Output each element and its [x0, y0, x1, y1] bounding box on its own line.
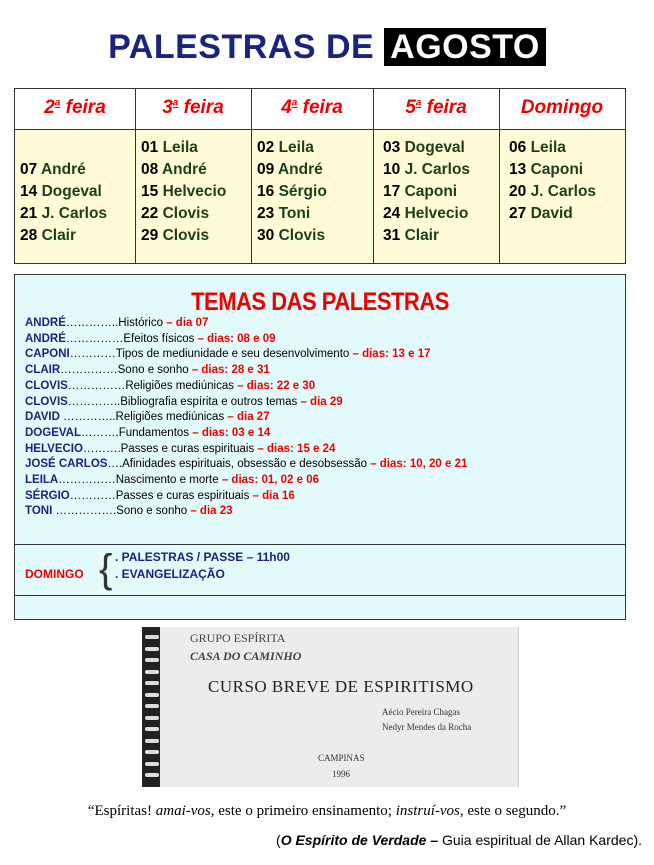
calendar-entry — [20, 161, 86, 179]
tema-topic: Nascimento e morte — [115, 474, 219, 486]
spiral-ring — [145, 658, 159, 662]
entry-date: 09 — [257, 161, 278, 178]
speaker-name: JOSÉ CARLOS — [25, 458, 108, 471]
tema-topic: Passes e curas espirituais — [115, 489, 250, 502]
tema-row — [25, 396, 343, 408]
leader-dots: ………….. — [59, 411, 116, 424]
entry-speaker: Leila — [530, 139, 566, 156]
domingo-item-palestras: . PALESTRAS / PASSE – 11h00 — [115, 550, 290, 564]
tema-row — [25, 380, 315, 392]
tema-dates: – dias: 15 e 24 — [254, 442, 336, 455]
leader-dots: …………… — [58, 474, 116, 486]
tema-topic: Fundamentos — [118, 426, 190, 439]
title-main: PALESTRAS DE — [108, 28, 375, 66]
entry-speaker: Leila — [162, 139, 198, 156]
tema-dates: – dias: 01, 02 e 06 — [218, 474, 320, 486]
day-header — [499, 97, 625, 119]
quote-source — [276, 832, 642, 848]
calendar-entry — [141, 227, 209, 245]
entry-speaker: Dogeval — [41, 183, 102, 200]
calendar-entry — [257, 183, 327, 201]
day-label: feira — [421, 97, 467, 118]
brace: { — [99, 547, 113, 591]
tema-dates: – dia 16 — [249, 489, 295, 502]
spiral-ring — [145, 681, 159, 685]
leader-dots: ……………. — [52, 505, 117, 518]
leader-dots: ………….. — [65, 317, 119, 329]
book-publisher: GRUPO ESPÍRITA — [190, 631, 286, 645]
day-label: feira — [297, 97, 343, 118]
speaker-name: DAVID — [25, 411, 60, 424]
day-ordinal: a — [172, 97, 179, 109]
spiral-binding — [142, 627, 160, 787]
calendar-column — [499, 89, 625, 263]
tema-topic: Sono e sonho — [116, 505, 188, 518]
book-year: 1996 — [332, 769, 350, 779]
tema-topic: Tipos de mediunidade e seu desenvolvimento — [115, 348, 350, 361]
tema-topic: Bibliografia espírita e outros temas — [120, 395, 298, 408]
quote-emph: amai-vos — [155, 803, 211, 819]
leader-dots: ………….. — [67, 395, 121, 408]
tema-dates: – dia 29 — [297, 395, 343, 408]
quote-emph: instruí-vos — [395, 803, 460, 819]
entry-date: 10 — [383, 161, 405, 178]
calendar-entry — [383, 227, 439, 245]
spiral-ring — [145, 670, 159, 674]
calendar-entry — [141, 161, 207, 179]
book-title: CURSO BREVE DE ESPIRITISMO — [208, 677, 474, 696]
speaker-name: ANDRÉ — [25, 317, 66, 329]
day-header — [135, 97, 251, 119]
day-label: Domingo — [520, 97, 604, 118]
speaker-name: ANDRÉ — [25, 332, 66, 345]
calendar-table — [14, 88, 626, 264]
day-header — [15, 97, 135, 119]
entry-date: 16 — [257, 183, 279, 200]
day-label: feira — [178, 97, 224, 118]
entry-speaker: Leila — [278, 139, 314, 156]
day-number: 5 — [405, 97, 416, 118]
entry-date: 20 — [509, 183, 531, 200]
calendar-entry — [257, 161, 323, 179]
speaker-name: TONI — [25, 505, 53, 518]
entry-speaker: Caponi — [404, 183, 458, 200]
calendar-column — [251, 89, 374, 263]
entry-speaker: Clovis — [162, 227, 210, 244]
tema-dates: – dia 27 — [224, 411, 270, 424]
tema-row — [25, 458, 467, 470]
spiral-ring — [145, 704, 159, 708]
entry-date: 13 — [509, 161, 531, 178]
calendar-entry — [20, 183, 102, 201]
entry-date: 21 — [20, 205, 42, 222]
entry-date: 30 — [257, 227, 279, 244]
calendar-entry — [20, 205, 107, 223]
tema-topic: Religiões mediúnicas — [115, 411, 225, 424]
spiral-ring — [145, 739, 159, 743]
entry-speaker: David — [530, 205, 573, 222]
entry-date: 03 — [383, 139, 405, 156]
domingo-item-evangelizacao: . EVANGELIZAÇÃO — [115, 567, 225, 581]
calendar-entry — [509, 161, 583, 179]
tema-dates: – dias: 22 e 30 — [233, 379, 316, 392]
temas-title: TEMAS DAS PALESTRAS — [191, 287, 449, 316]
spiral-ring — [145, 762, 159, 766]
speaker-name: SÉRGIO — [25, 489, 70, 502]
quote-text: , este o primeiro ensinamento; — [210, 803, 396, 819]
speaker-name: CLAIR — [25, 364, 61, 377]
day-label: feira — [60, 97, 106, 118]
book-subpublisher: CASA DO CAMINHO — [190, 649, 302, 663]
leader-dots: ………. — [82, 442, 121, 455]
source-paren: ( — [276, 832, 281, 848]
quote — [0, 803, 654, 820]
calendar-entry — [141, 205, 209, 223]
calendar-column — [373, 89, 500, 263]
leader-dots: …. — [107, 458, 123, 471]
source-text: Guia espiritual de Allan Kardec). — [438, 832, 642, 848]
entry-date: 17 — [383, 183, 405, 200]
entry-date: 06 — [509, 139, 531, 156]
spiral-ring — [145, 635, 159, 639]
entry-speaker: André — [40, 161, 86, 178]
entry-speaker: J. Carlos — [41, 205, 108, 222]
entry-date: 01 — [141, 139, 163, 156]
calendar-column — [15, 89, 136, 263]
entry-speaker: André — [161, 161, 207, 178]
source-author: O Espírito de Verdade – — [280, 832, 439, 848]
entry-date: 23 — [257, 205, 279, 222]
domingo-label: DOMINGO — [25, 567, 84, 581]
page-title — [0, 28, 654, 67]
calendar-entry — [141, 139, 198, 157]
calendar-entry — [509, 205, 573, 223]
entry-speaker: Helvecio — [404, 205, 469, 222]
divider — [15, 544, 625, 545]
entry-date: 29 — [141, 227, 163, 244]
tema-dates: – dias: 03 e 14 — [189, 426, 271, 439]
tema-dates: – dia 23 — [187, 505, 233, 518]
tema-row — [25, 474, 319, 486]
day-number: 2 — [44, 97, 55, 118]
entry-date: 27 — [509, 205, 531, 222]
day-number: 4 — [281, 97, 292, 118]
day-header — [373, 97, 499, 119]
calendar-entry — [383, 161, 470, 179]
entry-date: 28 — [20, 227, 42, 244]
entry-speaker: Clair — [41, 227, 77, 244]
temas-panel — [14, 274, 626, 620]
entry-speaker: J. Carlos — [530, 183, 597, 200]
tema-row — [25, 348, 431, 360]
entry-speaker: Clair — [404, 227, 440, 244]
tema-dates: – dia 07 — [163, 317, 209, 329]
day-ordinal: a — [415, 97, 422, 109]
tema-dates: – dias: 13 e 17 — [349, 348, 431, 361]
speaker-name: CLOVIS — [25, 379, 68, 392]
day-ordinal: a — [291, 97, 298, 109]
calendar-column — [135, 89, 252, 263]
calendar-entry — [257, 139, 314, 157]
calendar-entry — [383, 183, 457, 201]
tema-dates: – dias: 08 e 09 — [194, 332, 276, 345]
speaker-name: HELVECIO — [25, 442, 83, 455]
tema-topic: Efeitos físicos — [123, 332, 195, 345]
calendar-entry — [509, 183, 596, 201]
entry-date: 14 — [20, 183, 42, 200]
calendar-entry — [257, 227, 325, 245]
entry-date: 24 — [383, 205, 405, 222]
tema-row — [25, 411, 270, 423]
entry-date: 02 — [257, 139, 279, 156]
tema-row — [25, 505, 233, 517]
calendar-entry — [509, 139, 566, 157]
book-cover-image — [142, 627, 519, 787]
tema-topic: Religiões mediúnicas — [125, 379, 234, 392]
tema-topic: Sono e sonho — [117, 364, 189, 377]
tema-topic: Histórico — [118, 317, 164, 329]
entry-speaker: Helvecio — [162, 183, 227, 200]
entry-speaker: Caponi — [530, 161, 584, 178]
book-author: Aécio Pereira Chagas — [382, 707, 460, 717]
tema-row — [25, 490, 295, 502]
speaker-name: DOGEVAL — [25, 426, 82, 439]
tema-row — [25, 333, 276, 345]
leader-dots: …………… — [60, 364, 118, 377]
tema-topic: Afinidades espirituais, obsessão e desobsessão — [122, 458, 367, 471]
calendar-entry — [383, 139, 465, 157]
tema-dates: – dias: 28 e 31 — [188, 364, 270, 377]
tema-row — [25, 317, 208, 329]
tema-row — [25, 364, 270, 376]
entry-speaker: Sérgio — [278, 183, 327, 200]
divider — [15, 595, 625, 596]
entry-speaker: André — [277, 161, 323, 178]
leader-dots: ………. — [81, 426, 119, 439]
spiral-ring — [145, 693, 159, 697]
day-header — [251, 97, 373, 119]
entry-date: 15 — [141, 183, 163, 200]
entry-speaker: Toni — [278, 205, 311, 222]
spiral-ring — [145, 727, 159, 731]
entry-speaker: J. Carlos — [404, 161, 471, 178]
calendar-entry — [257, 205, 310, 223]
title-highlight: AGOSTO — [384, 28, 546, 66]
entry-speaker: Clovis — [278, 227, 326, 244]
spiral-ring — [145, 716, 159, 720]
entry-date: 08 — [141, 161, 162, 178]
entry-speaker: Clovis — [162, 205, 210, 222]
tema-dates: – dias: 10, 20 e 21 — [367, 458, 468, 471]
leader-dots: ………… — [69, 348, 116, 361]
tema-topic: Passes e curas espirituais — [120, 442, 255, 455]
tema-row — [25, 443, 335, 455]
entry-date: 07 — [20, 161, 41, 178]
speaker-name: CLOVIS — [25, 395, 68, 408]
calendar-entry — [20, 227, 76, 245]
speaker-name: CAPONI — [25, 348, 70, 361]
day-ordinal: a — [54, 97, 61, 109]
quote-text: “Espíritas! — [87, 803, 156, 819]
spiral-ring — [145, 773, 159, 777]
entry-speaker: Dogeval — [404, 139, 465, 156]
speaker-name: LEILA — [25, 474, 59, 486]
entry-date: 22 — [141, 205, 163, 222]
book-city: CAMPINAS — [318, 753, 365, 763]
book-author: Nedyr Mendes da Rocha — [382, 722, 472, 732]
calendar-entry — [383, 205, 468, 223]
leader-dots: …………… — [67, 379, 126, 392]
entry-date: 31 — [383, 227, 405, 244]
tema-row — [25, 427, 270, 439]
calendar-entry — [141, 183, 226, 201]
leader-dots: ………… — [69, 489, 116, 502]
spiral-ring — [145, 750, 159, 754]
leader-dots: …………… — [65, 332, 124, 345]
quote-text: , este o segundo.” — [459, 803, 567, 819]
spiral-ring — [145, 647, 159, 651]
day-number: 3 — [162, 97, 173, 118]
